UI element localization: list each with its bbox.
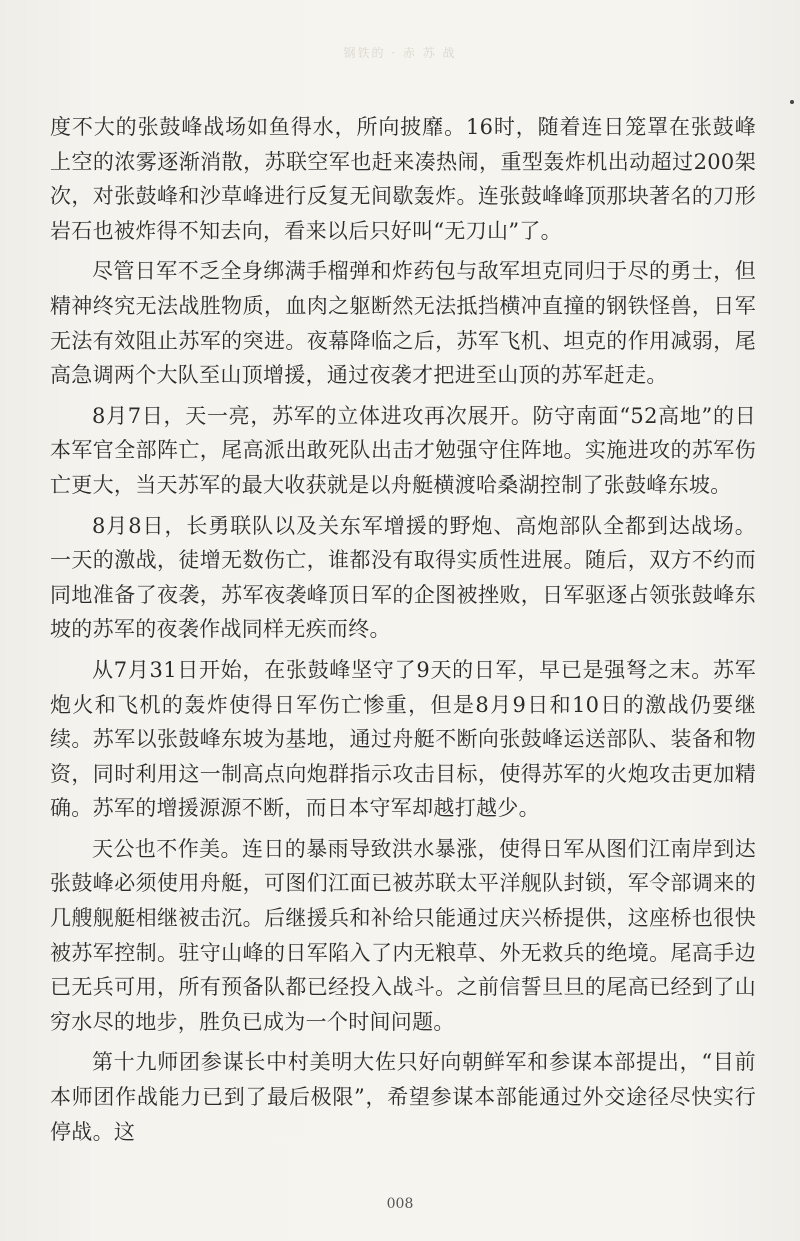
paragraph-6: 天公也不作美。连日的暴雨导致洪水暴涨，使得日军从图们江南岸到达张鼓峰必须使用舟艇，可图们江面已被苏联太平洋舰队封锁，军令部调来的几艘舰艇相继被击沉。后继援兵和补给只能通过庆兴桥提供，这座桥也很快被苏军控制。驻守山峰的日军陷入了内无粮草、外无救兵的绝境。尾高手边已无兵可用，所有预备队都已经投入战斗。之前信誓旦旦的尾高已经到了山穷水尽的地步，胜负已成为一个时间问题。 <box>50 836 756 1034</box>
paragraph-3: 8月7日，天一亮，苏军的立体进攻再次展开。防守南面“52高地”的日本军官全部阵亡，尾高派出敢死队出击才勉强守住阵地。实施进攻的苏军伤亡更大，当天苏军的最大收获就是以舟艇横渡哈桑湖控制了张鼓峰东坡。 <box>50 403 756 497</box>
paragraph-5: 从7月31日开始，在张鼓峰坚守了9天的日军，早已是强弩之末。苏军炮火和飞机的轰炸使得日军伤亡惨重，但是8月9日和10日的激战仍要继续。苏军以张鼓峰东坡为基地，通过舟艇不断向张鼓峰运送部队、装备和物资，同时利用这一制高点向炮群指示攻击目标，使得苏军的火炮攻击更加精确。苏军的增援源源不断，而日本守军却越打越少。 <box>50 657 756 821</box>
paragraph-4: 8月8日，长勇联队以及关东军增援的野炮、高炮部队全都到达战场。一天的激战，徒增无数伤亡，谁都没有取得实质性进展。随后，双方不约而同地准备了夜袭，苏军夜袭峰顶日军的企图被挫败，日军驱逐占领张鼓峰东坡的苏军的夜袭作战同样无疾而终。 <box>50 513 756 642</box>
paragraph-7: 第十九师团参谋长中村美明大佐只好向朝鲜军和参谋本部提出，“目前本师团作战能力已到了最后极限”，希望参谋本部能通过外交途径尽快实行停战。这 <box>50 1050 756 1144</box>
running-header-bleed: 钢铁的 · 赤 苏 战 <box>343 46 457 60</box>
body-text <box>50 110 756 1149</box>
paragraph-1: 度不大的张鼓峰战场如鱼得水，所向披靡。16时，随着连日笼罩在张鼓峰上空的浓雾逐渐消散，苏联空军也赶来凑热闹，重型轰炸机出动超过200架次，对张鼓峰和沙草峰进行反复无间歇轰炸。连张鼓峰峰顶那块著名的刀形岩石也被炸得不知去向，看来以后只好叫“无刀山”了。 <box>50 115 756 243</box>
page-number: 008 <box>386 1196 414 1212</box>
paragraph-2: 尽管日军不乏全身绑满手榴弹和炸药包与敌军坦克同归于尽的勇士，但精神终究无法战胜物质，血肉之躯断然无法抵挡横冲直撞的钢铁怪兽，日军无法有效阻止苏军的突进。夜幕降临之后，苏军飞机、坦克的作用减弱，尾高急调两个大队至山顶增援，通过夜袭才把进至山顶的苏军赶走。 <box>50 259 756 388</box>
ink-speck <box>790 100 794 104</box>
